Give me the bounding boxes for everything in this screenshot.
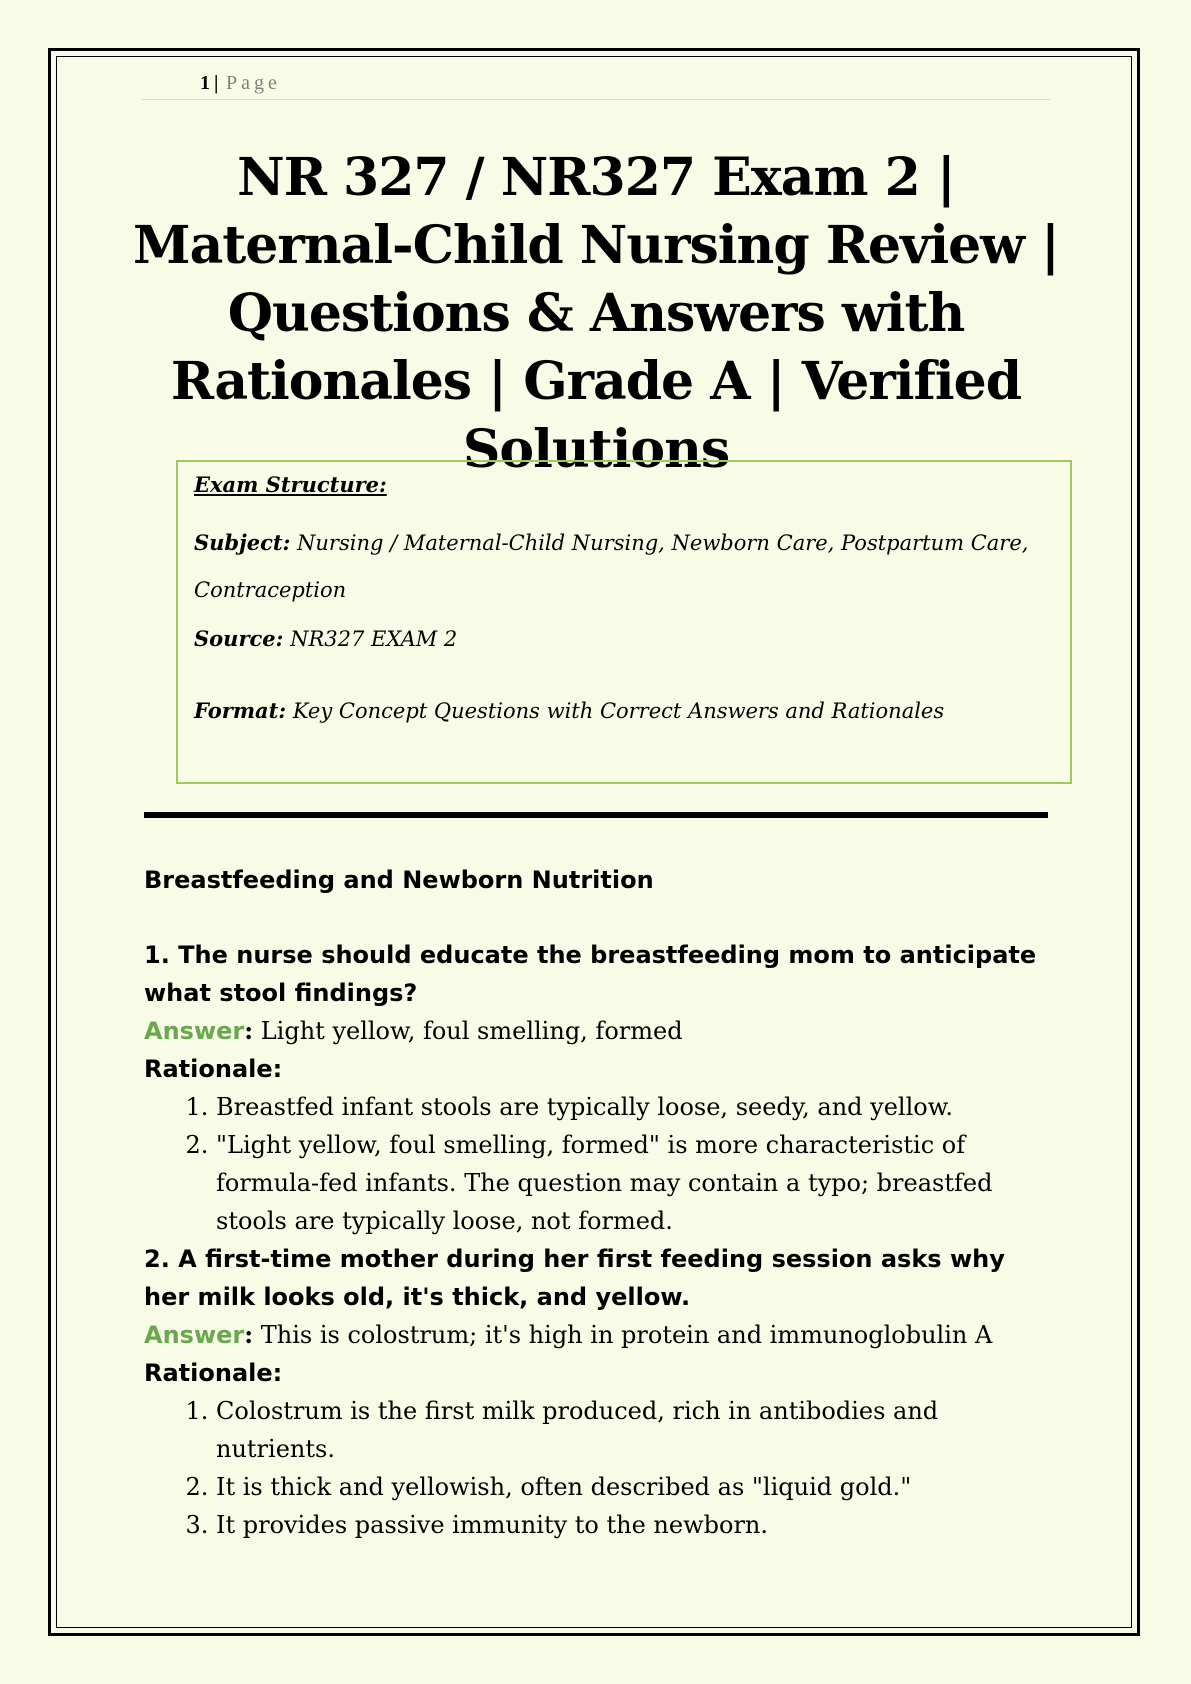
main-content xyxy=(144,860,1056,1544)
section-divider xyxy=(144,812,1048,818)
answer-label: Answer xyxy=(144,1321,245,1349)
question-text: 1. The nurse should educate the breastfeeding mom to anticipate what stool findings? xyxy=(144,941,1037,1007)
subject-value: Nursing / Maternal-Child Nursing, Newborn Care, Postpartum Care, xyxy=(297,531,1029,555)
section-title: Breastfeeding and Newborn Nutrition xyxy=(144,866,654,894)
subject-line xyxy=(194,530,1028,555)
list-item: 1. Breastfed infant stools are typically loose, seedy, and yellow. xyxy=(216,1088,1056,1126)
list-item: 1. Colostrum is the first milk produced, rich in antibodies and nutrients. xyxy=(216,1392,1056,1468)
source-label: Source: xyxy=(194,626,284,651)
question-block-2 xyxy=(144,1240,1056,1544)
format-label: Format: xyxy=(194,698,287,723)
subject-value-continued: Contraception xyxy=(194,578,347,602)
question-text: 2. A first-time mother during her first feeding session asks why her milk looks old, it's thick, and yellow. xyxy=(144,1245,1005,1311)
rationale-list xyxy=(144,1392,1056,1544)
rationale-label: Rationale: xyxy=(144,1055,283,1083)
rationale-list xyxy=(144,1088,1056,1240)
exam-structure-box xyxy=(176,460,1072,784)
list-item: 2. It is thick and yellowish, often described as "liquid gold." xyxy=(216,1468,1056,1506)
document-title: NR 327 / NR327 Exam 2 | Maternal-Child Nursing Review | Questions & Answers with Rationales | Grade A | Verified Solutions xyxy=(133,147,1059,480)
list-item: 3. It provides passive immunity to the newborn. xyxy=(216,1506,1056,1544)
list-item: 2. "Light yellow, foul smelling, formed" is more characteristic of formula-fed infants. The question may contain a typo; breastfed stools are typically loose, not formed. xyxy=(216,1126,1056,1240)
rationale-label: Rationale: xyxy=(144,1359,283,1387)
answer-colon: : xyxy=(244,1320,254,1349)
answer-line xyxy=(144,1316,1056,1354)
format-value: Key Concept Questions with Correct Answers and Rationales xyxy=(292,699,945,723)
answer-line xyxy=(144,1012,1056,1050)
source-value: NR327 EXAM 2 xyxy=(290,627,458,651)
page-number: 1 xyxy=(200,72,210,94)
answer-colon: : xyxy=(244,1016,254,1045)
page-header xyxy=(142,72,1050,100)
exam-structure-heading: Exam Structure: xyxy=(194,472,387,497)
format-line xyxy=(194,698,944,723)
page-label: Page xyxy=(226,72,281,94)
answer-text: Light yellow, foul smelling, formed xyxy=(260,1017,683,1045)
subject-label: Subject: xyxy=(194,530,291,555)
answer-label: Answer xyxy=(144,1017,245,1045)
page-separator: | xyxy=(214,72,219,94)
answer-text: This is colostrum; it's high in protein and immunoglobulin A xyxy=(260,1321,993,1349)
question-block-1 xyxy=(144,936,1056,1240)
source-line xyxy=(194,626,457,651)
